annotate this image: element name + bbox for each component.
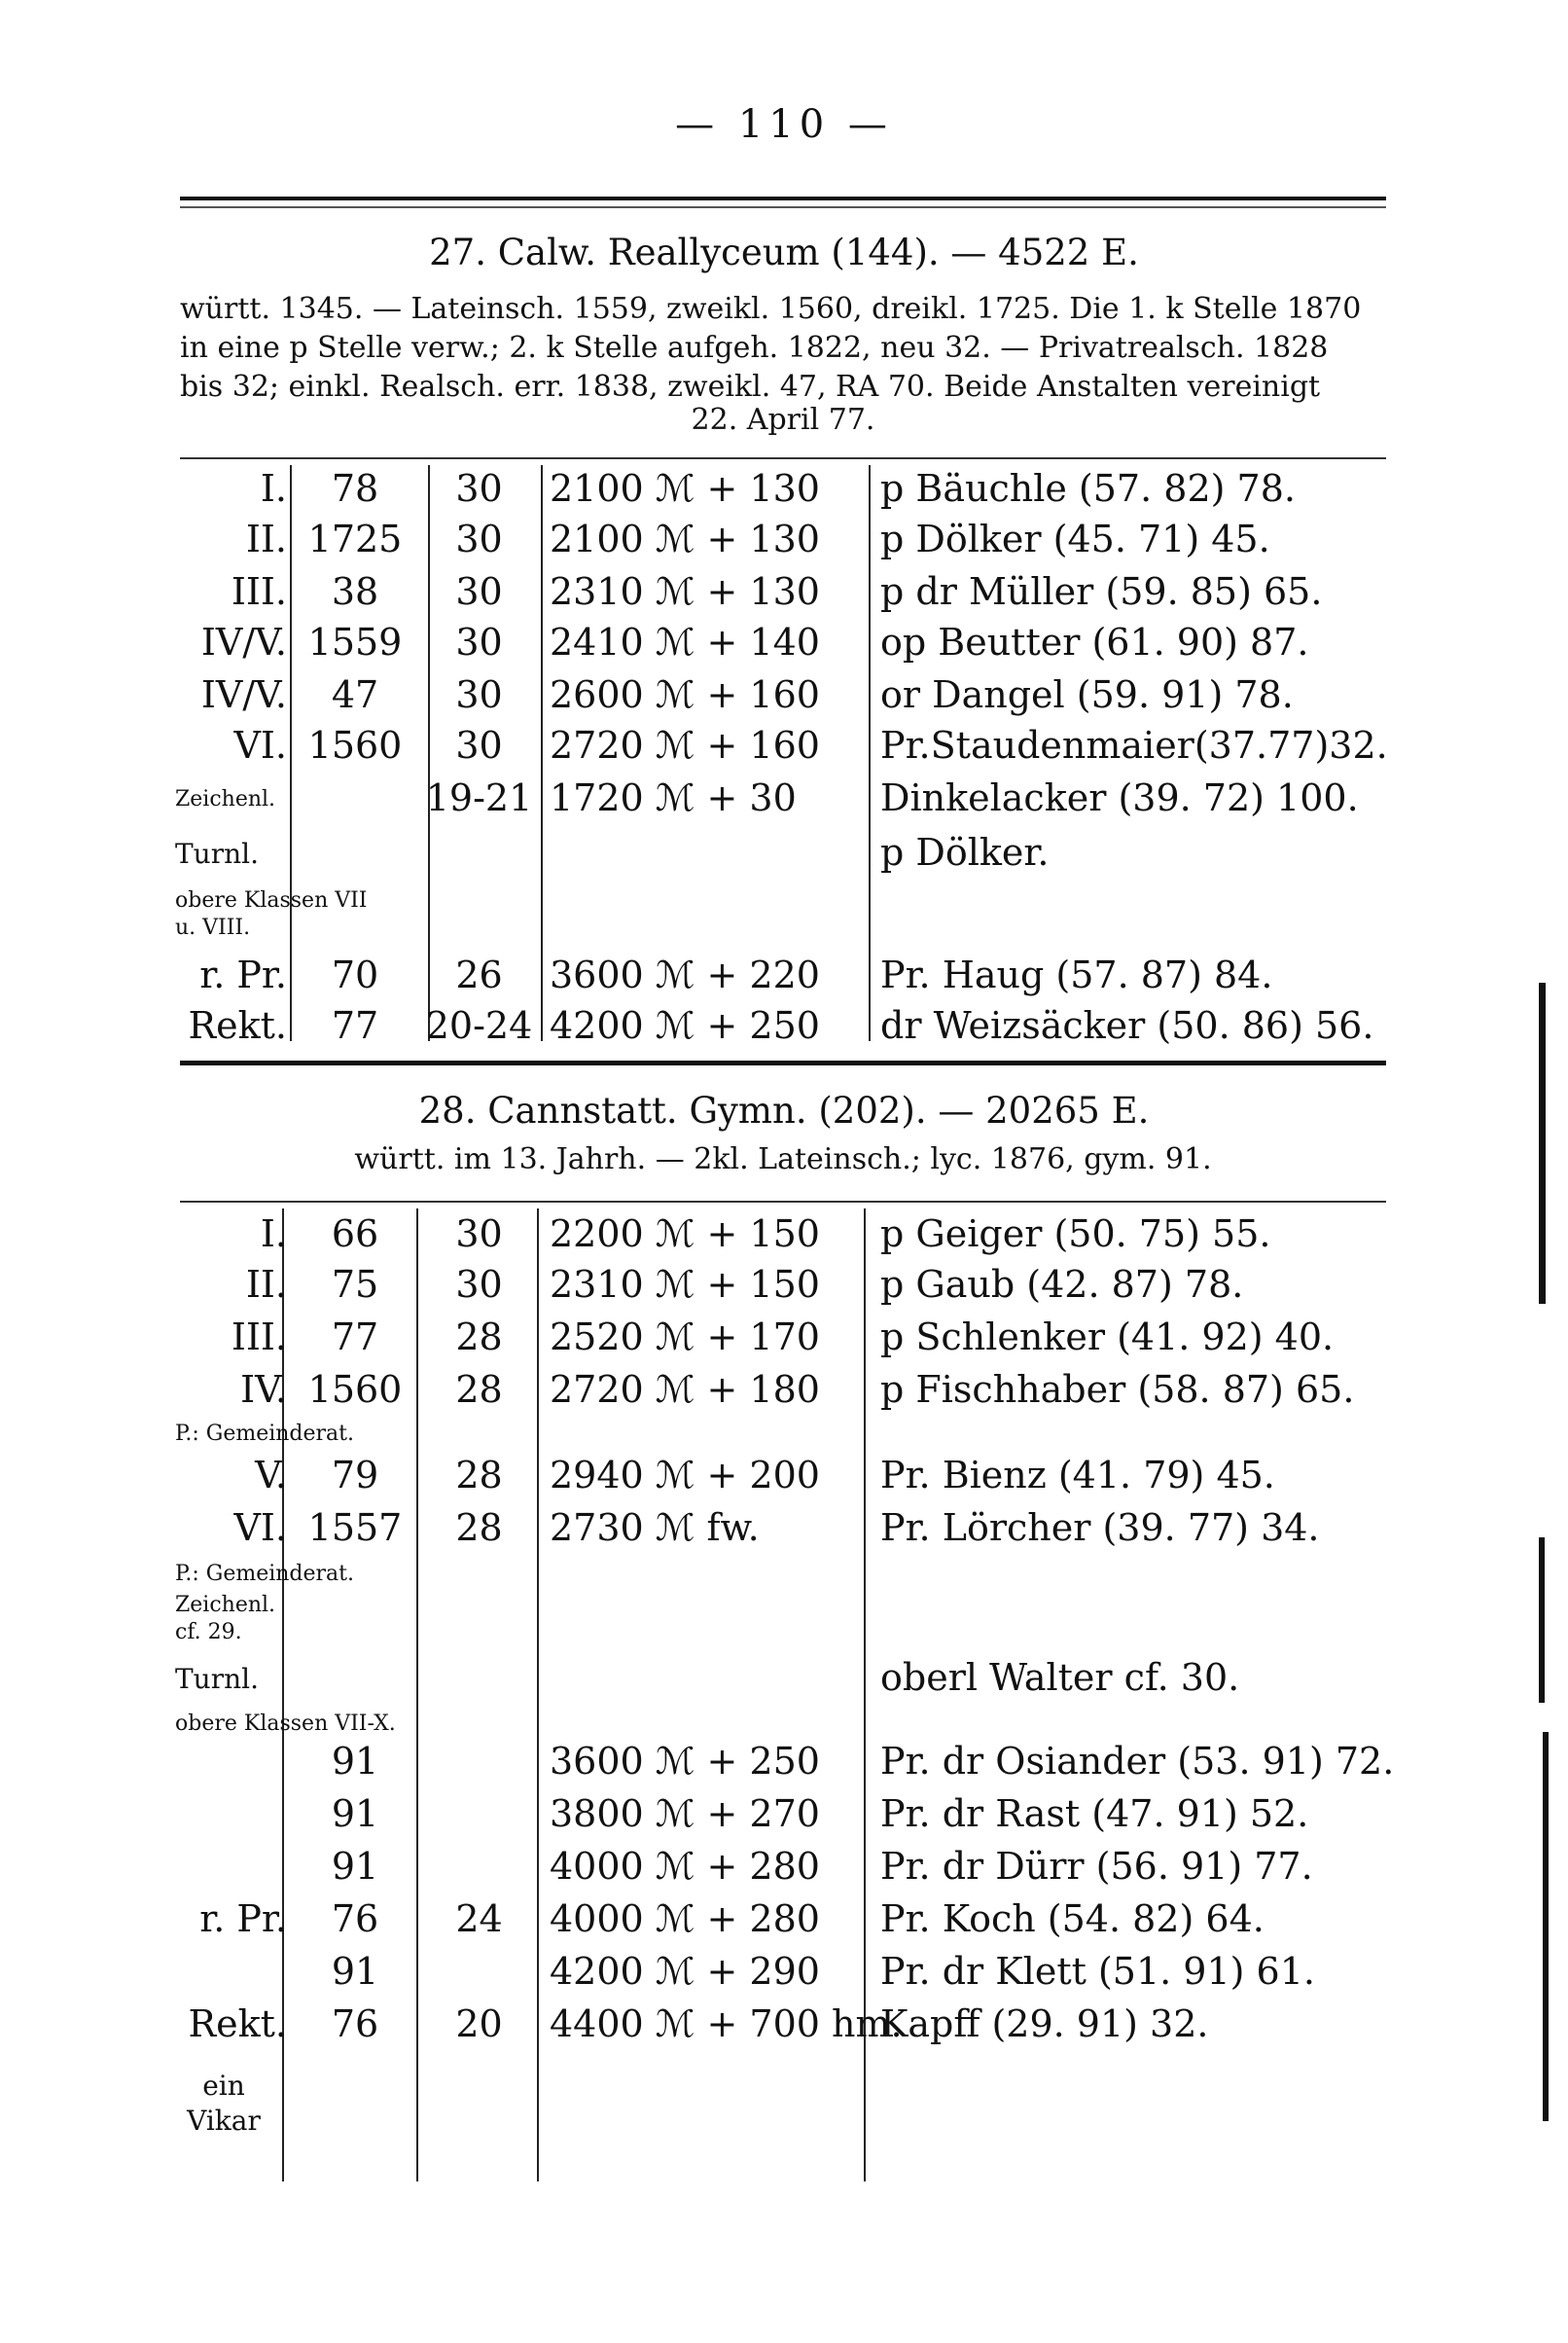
section-note-line: württ. 1345. — Lateinsch. 1559, zweikl. 1560, dreikl. 1725. Die 1. k Stelle 1870 xyxy=(180,292,1362,326)
scan-mark xyxy=(1539,983,1546,1304)
header-rule-thin xyxy=(180,206,1386,208)
class-label: III. xyxy=(231,570,287,613)
table-top-rule xyxy=(180,1201,1386,1203)
hours: 30 xyxy=(455,570,503,613)
salary: 4200 ℳ + 290 xyxy=(550,1950,820,1993)
hours: 28 xyxy=(455,1368,503,1411)
salary: 2730 ℳ fw. xyxy=(550,1506,760,1549)
teacher: Pr. Koch (54. 82) 64. xyxy=(880,1897,1265,1940)
founding-year: 70 xyxy=(331,954,379,996)
teacher: Pr. Bienz (41. 79) 45. xyxy=(880,1454,1275,1496)
salary: 2520 ℳ + 170 xyxy=(550,1316,820,1358)
hours: 19-21 xyxy=(425,776,533,819)
hours: 30 xyxy=(455,467,503,510)
salary: 2720 ℳ + 160 xyxy=(550,724,820,767)
founding-year: 77 xyxy=(331,1004,379,1047)
hours: 20-24 xyxy=(425,1004,533,1047)
section-heading-cannstatt: 28. Cannstatt. Gymn. (202). — 20265 E. xyxy=(418,1090,1150,1132)
class-label: obere Klassen VII-X. xyxy=(175,1712,396,1736)
teacher: Pr. dr Klett (51. 91) 61. xyxy=(880,1950,1315,1993)
section-note-line: württ. im 13. Jahrh. — 2kl. Lateinsch.; lyc. 1876, gym. 91. xyxy=(354,1142,1212,1176)
section-heading-calw: 27. Calw. Reallyceum (144). — 4522 E. xyxy=(429,232,1139,273)
class-label: Turnl. xyxy=(175,838,259,870)
founding-year: 79 xyxy=(331,1454,379,1496)
salary: 2310 ℳ + 150 xyxy=(550,1263,820,1306)
class-label: I. xyxy=(260,467,287,510)
class-label: obere Klassen VII u. VIII. xyxy=(175,888,368,940)
scan-mark xyxy=(1539,1537,1545,1703)
class-label: VI. xyxy=(233,1506,287,1549)
teacher: Dinkelacker (39. 72) 100. xyxy=(880,776,1359,819)
hours: 28 xyxy=(455,1454,503,1496)
salary: 2940 ℳ + 200 xyxy=(550,1454,820,1496)
teacher: Pr.Staudenmaier(37.77)32. xyxy=(880,724,1388,767)
class-label: IV/V. xyxy=(200,621,287,664)
teacher: p Dölker. xyxy=(880,831,1050,874)
class-label: Turnl. xyxy=(175,1663,259,1695)
hours: 26 xyxy=(455,954,503,996)
salary: 4400 ℳ + 700 hm. xyxy=(550,2002,903,2045)
column-divider xyxy=(541,465,543,1041)
founding-year: 1559 xyxy=(307,621,403,664)
teacher: Pr. Haug (57. 87) 84. xyxy=(880,954,1273,996)
class-label: II. xyxy=(245,518,287,560)
table-top-rule xyxy=(180,457,1386,459)
founding-year: 75 xyxy=(331,1263,379,1306)
class-label: Rekt. xyxy=(188,1004,287,1047)
class-label: V. xyxy=(255,1454,287,1496)
class-label: r. Pr. xyxy=(199,1897,287,1940)
salary: 3800 ℳ + 270 xyxy=(550,1792,820,1835)
salary: 1720 ℳ + 30 xyxy=(550,776,797,819)
class-label: P.: Gemeinderat. xyxy=(175,1422,354,1446)
salary: 4200 ℳ + 250 xyxy=(550,1004,820,1047)
scan-mark xyxy=(1543,1732,1549,2121)
teacher: p Gaub (42. 87) 78. xyxy=(880,1263,1244,1306)
hours: 30 xyxy=(455,724,503,767)
section-note-line: 22. April 77. xyxy=(691,403,875,437)
salary: 2310 ℳ + 130 xyxy=(550,570,820,613)
teacher: Pr. dr Osiander (53. 91) 72. xyxy=(880,1740,1395,1783)
founding-year: 91 xyxy=(331,1845,379,1888)
section-divider xyxy=(180,1061,1386,1065)
hours: 30 xyxy=(455,673,503,716)
founding-year: 38 xyxy=(331,570,379,613)
class-label: Zeichenl. xyxy=(175,787,276,811)
teacher: or Dangel (59. 91) 78. xyxy=(880,673,1294,716)
class-label: Zeichenl. cf. 29. xyxy=(175,1593,276,1644)
founding-year: 91 xyxy=(331,1792,379,1835)
founding-year: 1557 xyxy=(307,1506,403,1549)
salary: 2720 ℳ + 180 xyxy=(550,1368,820,1411)
salary: 4000 ℳ + 280 xyxy=(550,1897,820,1940)
hours: 28 xyxy=(455,1316,503,1358)
salary: 2100 ℳ + 130 xyxy=(550,518,820,560)
founding-year: 66 xyxy=(331,1212,379,1255)
salary: 4000 ℳ + 280 xyxy=(550,1845,820,1888)
column-divider xyxy=(537,1208,539,2181)
class-label: III. xyxy=(231,1316,287,1358)
class-label: Rekt. xyxy=(188,2002,287,2045)
class-label: IV/V. xyxy=(200,673,287,716)
hours: 24 xyxy=(455,1897,503,1940)
class-label: ein Vikar xyxy=(187,2070,261,2137)
teacher: oberl Walter cf. 30. xyxy=(880,1656,1240,1699)
section-note-line: in eine p Stelle verw.; 2. k Stelle aufgeh. 1822, neu 32. — Privatrealsch. 1828 xyxy=(180,331,1329,365)
founding-year: 78 xyxy=(331,467,379,510)
teacher: dr Weizsäcker (50. 86) 56. xyxy=(880,1004,1374,1047)
founding-year: 91 xyxy=(331,1950,379,1993)
salary: 3600 ℳ + 220 xyxy=(550,954,820,996)
founding-year: 77 xyxy=(331,1316,379,1358)
hours: 28 xyxy=(455,1506,503,1549)
teacher: p Bäuchle (57. 82) 78. xyxy=(880,467,1296,510)
hours: 20 xyxy=(455,2002,503,2045)
section-note-line: bis 32; einkl. Realsch. err. 1838, zweikl. 47, RA 70. Beide Anstalten vereinigt xyxy=(180,370,1321,404)
salary: 2600 ℳ + 160 xyxy=(550,673,820,716)
salary: 3600 ℳ + 250 xyxy=(550,1740,820,1783)
teacher: p dr Müller (59. 85) 65. xyxy=(880,570,1323,613)
hours: 30 xyxy=(455,621,503,664)
salary: 2100 ℳ + 130 xyxy=(550,467,820,510)
teacher: p Fischhaber (58. 87) 65. xyxy=(880,1368,1355,1411)
founding-year: 1560 xyxy=(307,724,403,767)
teacher: p Geiger (50. 75) 55. xyxy=(880,1212,1271,1255)
hours: 30 xyxy=(455,518,503,560)
teacher: Kapff (29. 91) 32. xyxy=(880,2002,1209,2045)
class-label: II. xyxy=(245,1263,287,1306)
founding-year: 47 xyxy=(331,673,379,716)
teacher: Pr. Lörcher (39. 77) 34. xyxy=(880,1506,1320,1549)
founding-year: 1560 xyxy=(307,1368,403,1411)
teacher: Pr. dr Rast (47. 91) 52. xyxy=(880,1792,1309,1835)
founding-year: 76 xyxy=(331,1897,379,1940)
header-rule xyxy=(180,197,1386,200)
founding-year: 1725 xyxy=(307,518,403,560)
page-number: — 110 — xyxy=(675,102,893,147)
salary: 2410 ℳ + 140 xyxy=(550,621,820,664)
salary: 2200 ℳ + 150 xyxy=(550,1212,820,1255)
class-label: P.: Gemeinderat. xyxy=(175,1562,354,1586)
founding-year: 76 xyxy=(331,2002,379,2045)
class-label: VI. xyxy=(233,724,287,767)
hours: 30 xyxy=(455,1212,503,1255)
hours: 30 xyxy=(455,1263,503,1306)
teacher: p Dölker (45. 71) 45. xyxy=(880,518,1270,560)
teacher: Pr. dr Dürr (56. 91) 77. xyxy=(880,1845,1313,1888)
teacher: op Beutter (61. 90) 87. xyxy=(880,621,1309,664)
class-label: I. xyxy=(260,1212,287,1255)
class-label: r. Pr. xyxy=(199,954,287,996)
teacher: p Schlenker (41. 92) 40. xyxy=(880,1316,1335,1358)
class-label: IV. xyxy=(240,1368,287,1411)
founding-year: 91 xyxy=(331,1740,379,1783)
